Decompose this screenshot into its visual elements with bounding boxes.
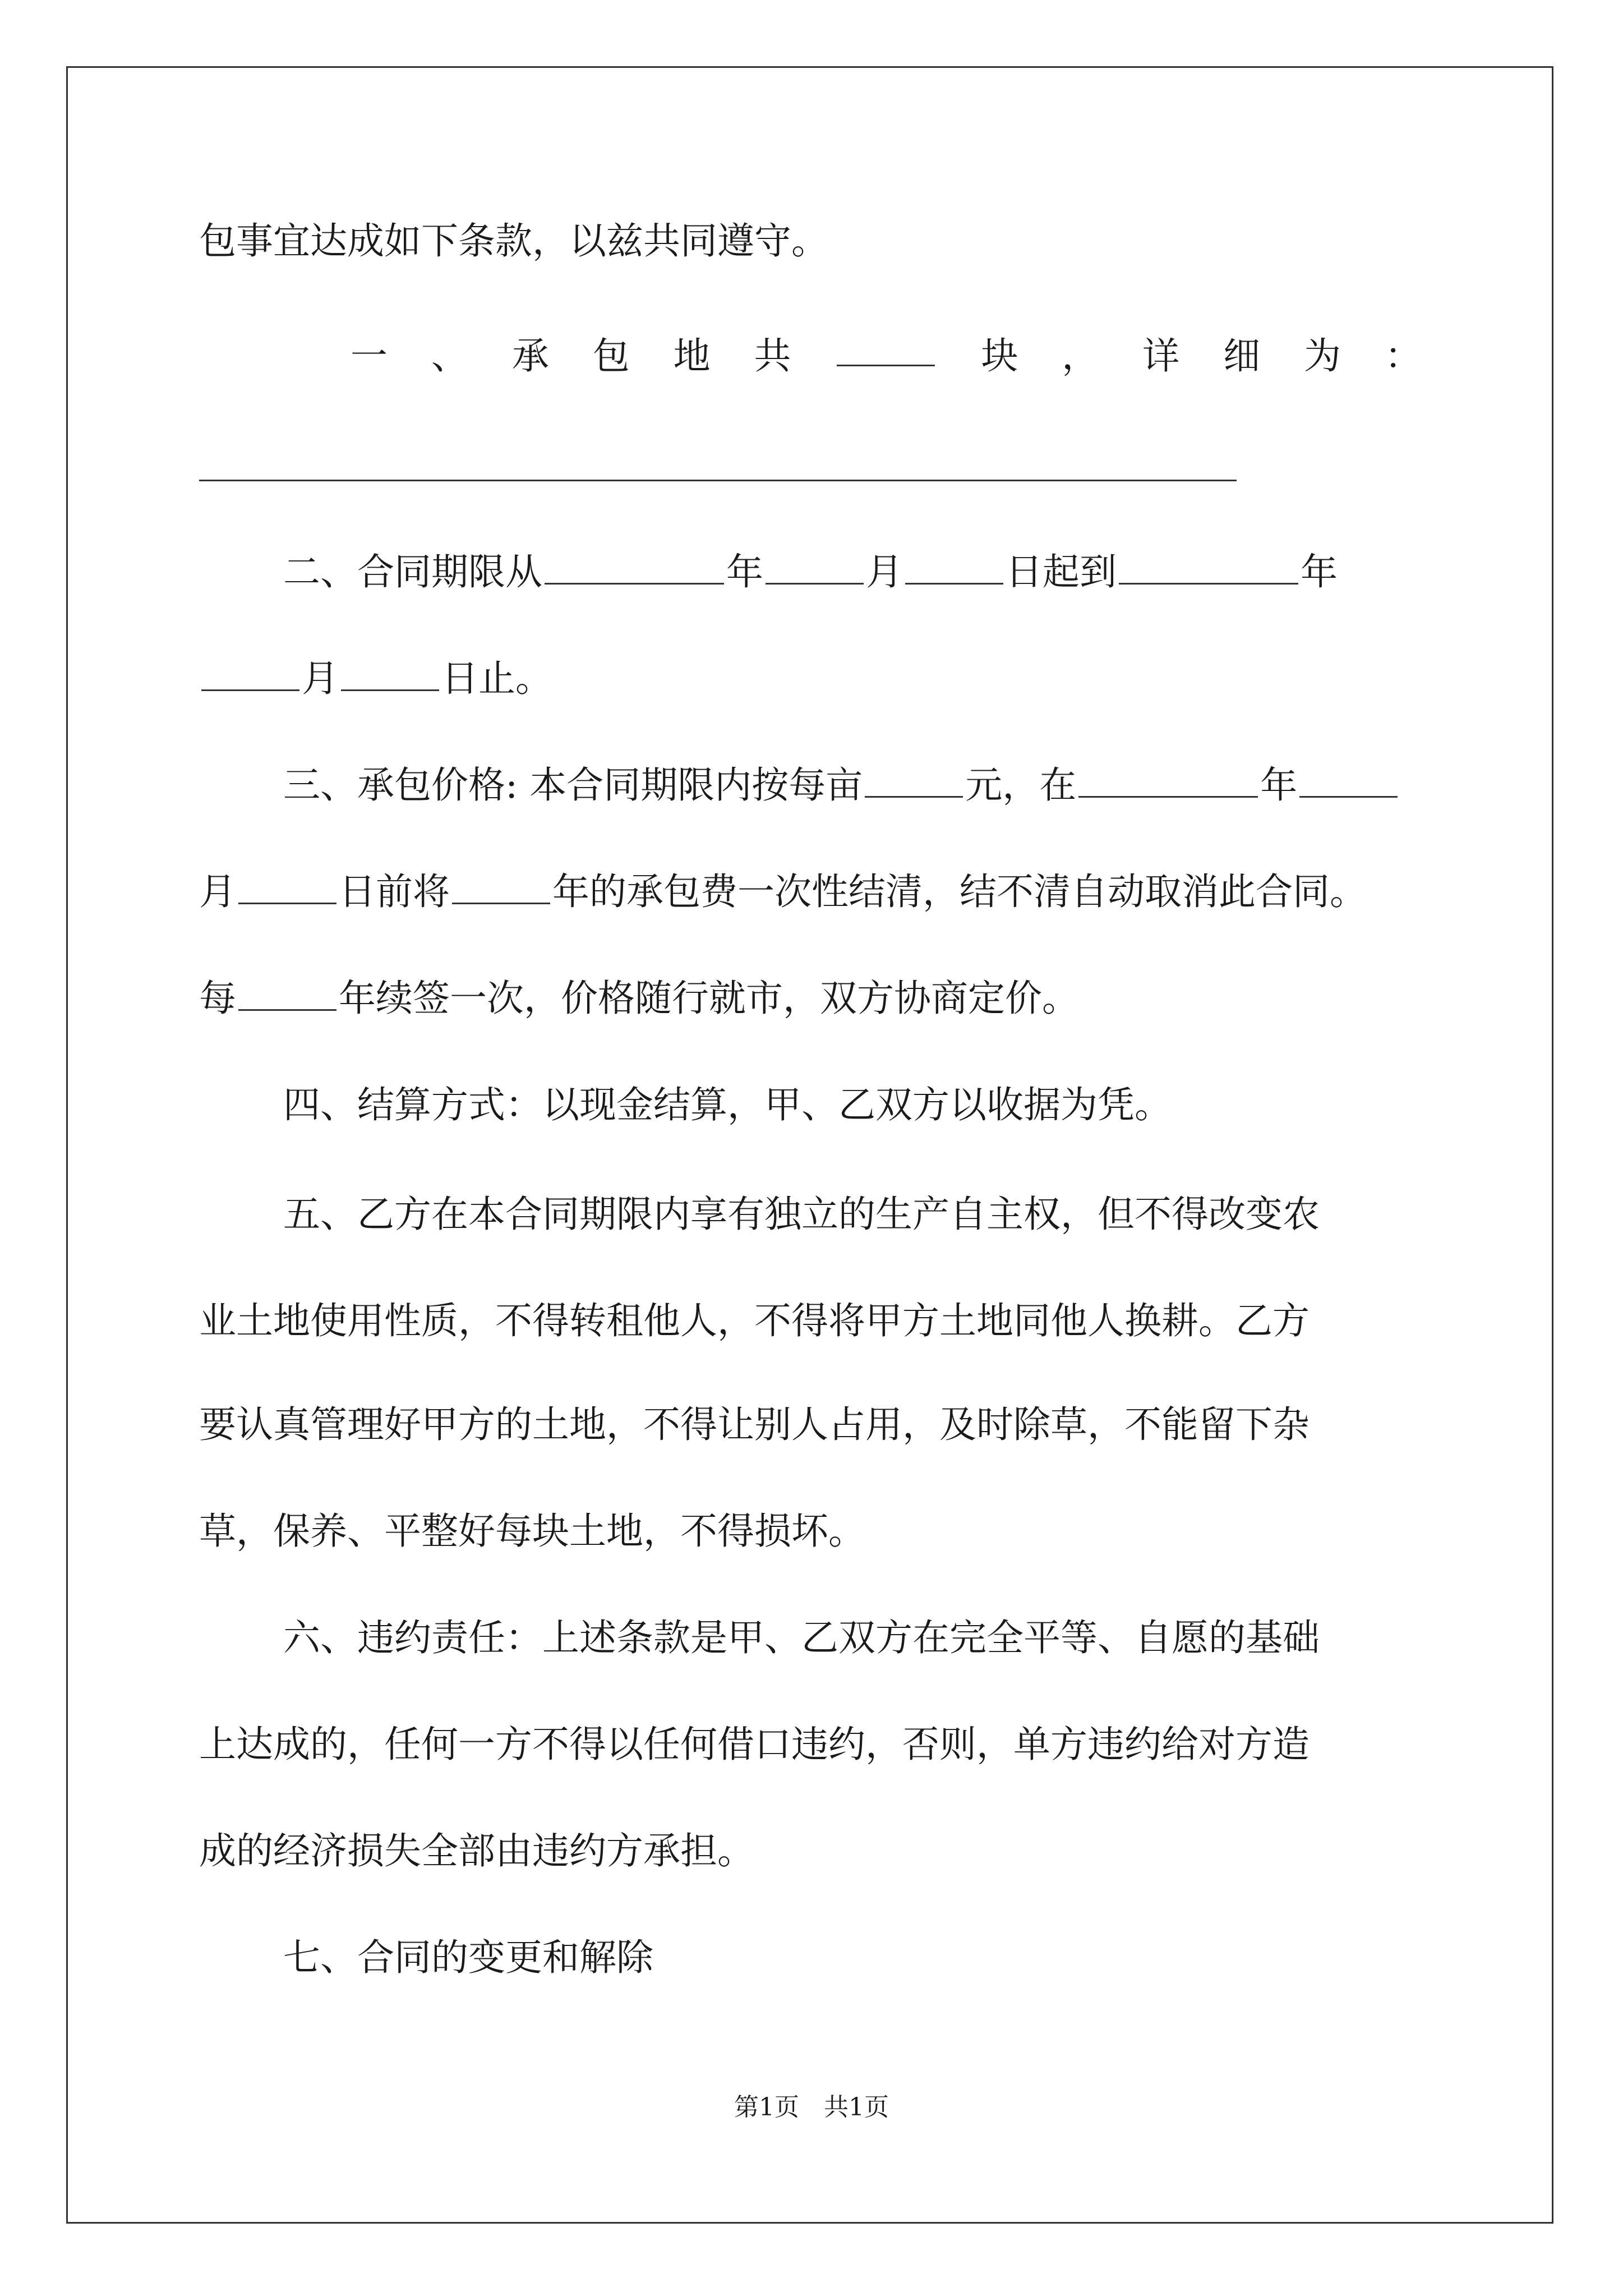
clause-6-line: 六、违约责任：上述条款是甲、乙双方在完全平等、自愿的基础 bbox=[283, 1616, 1320, 1659]
clause-5-line: 五、乙方在本合同期限内享有独立的生产自主权，但不得改变农 bbox=[283, 1193, 1320, 1236]
blank-field[interactable] bbox=[545, 549, 724, 585]
text-segment: 三、承包价格: 本合同期限内按每亩 bbox=[283, 763, 863, 807]
text-segment: 日止。 bbox=[441, 657, 552, 700]
text-segment: 地 bbox=[673, 334, 711, 378]
text-segment: 共 bbox=[754, 334, 791, 378]
clause-5-line-2: 业土地使用性质，不得转租他人，不得将甲方土地同他人换耕。乙方 bbox=[199, 1299, 1310, 1342]
text-segment: 、 bbox=[431, 334, 468, 378]
clause-3-line bbox=[283, 760, 1400, 811]
blank-field[interactable] bbox=[452, 869, 550, 904]
text-segment: 细 bbox=[1223, 334, 1261, 378]
text-segment: 二、合同期限从 bbox=[283, 550, 542, 593]
text-segment: 日起到 bbox=[1006, 550, 1117, 593]
blank-field[interactable] bbox=[865, 762, 963, 798]
clause-7-line: 七、合同的变更和解除 bbox=[283, 1936, 653, 1979]
text-segment: 年 bbox=[1301, 550, 1338, 593]
blank-field[interactable] bbox=[341, 656, 439, 691]
clause-4-line: 四、结算方式：以现金结算，甲、乙双方以收据为凭。 bbox=[283, 1083, 1172, 1126]
text-segment: ： bbox=[1384, 334, 1422, 378]
text-segment: 一 bbox=[351, 334, 388, 378]
blank-field[interactable] bbox=[201, 656, 299, 691]
blank-field[interactable] bbox=[1119, 549, 1298, 585]
blank-field[interactable] bbox=[238, 869, 336, 904]
text-segment: 月 bbox=[199, 870, 236, 913]
clause-3-line-3 bbox=[199, 973, 1079, 1024]
text-segment: 年 bbox=[726, 550, 763, 593]
clause-6-line-3: 成的经济损失全部由违约方承担。 bbox=[199, 1829, 754, 1872]
text-segment: 块 bbox=[981, 334, 1018, 378]
blank-field[interactable] bbox=[905, 549, 1003, 585]
text-segment: 年 bbox=[1260, 763, 1298, 807]
blank-field-long[interactable] bbox=[199, 480, 1237, 481]
text-segment: 包 bbox=[592, 334, 630, 378]
text-segment: 为 bbox=[1303, 334, 1341, 378]
text-segment: 月 bbox=[866, 550, 903, 593]
blank-field[interactable] bbox=[1078, 762, 1258, 798]
blank-field[interactable] bbox=[238, 976, 336, 1011]
clause-1-line bbox=[199, 331, 1422, 381]
text-segment: 每 bbox=[199, 977, 236, 1020]
text-segment: 年的承包费一次性结清，结不清自动取消此合同。 bbox=[552, 870, 1367, 913]
text-segment: 详 bbox=[1142, 334, 1180, 378]
page-border bbox=[66, 66, 1553, 2224]
text-segment: 月 bbox=[302, 657, 339, 700]
clause-2-line-2 bbox=[199, 654, 552, 704]
clause-5-line-3: 要认真管理好甲方的土地，不得让别人占用，及时除草，不能留下杂 bbox=[199, 1403, 1310, 1446]
clause-3-line-2 bbox=[199, 867, 1367, 917]
text-line: 包事宜达成如下条款，以兹共同遵守。 bbox=[199, 219, 828, 263]
blank-field[interactable] bbox=[1299, 762, 1398, 798]
page-footer: 第1页 共1页 bbox=[734, 2093, 889, 2122]
blank-field[interactable] bbox=[837, 331, 935, 366]
blank-field[interactable] bbox=[766, 549, 864, 585]
text-segment: 年续签一次，价格随行就市，双方协商定价。 bbox=[339, 977, 1079, 1020]
text-segment: 日前将 bbox=[339, 870, 450, 913]
clause-6-line-2: 上达成的，任何一方不得以任何借口违约，否则，单方违约给对方造 bbox=[199, 1723, 1310, 1766]
text-segment: 元，在 bbox=[965, 763, 1077, 807]
clause-5-line-4: 草，保养、平整好每块土地，不得损坏。 bbox=[199, 1510, 865, 1553]
text-segment: ， bbox=[1062, 334, 1099, 378]
clause-2-line bbox=[283, 547, 1338, 597]
text-segment: 承 bbox=[511, 334, 549, 378]
